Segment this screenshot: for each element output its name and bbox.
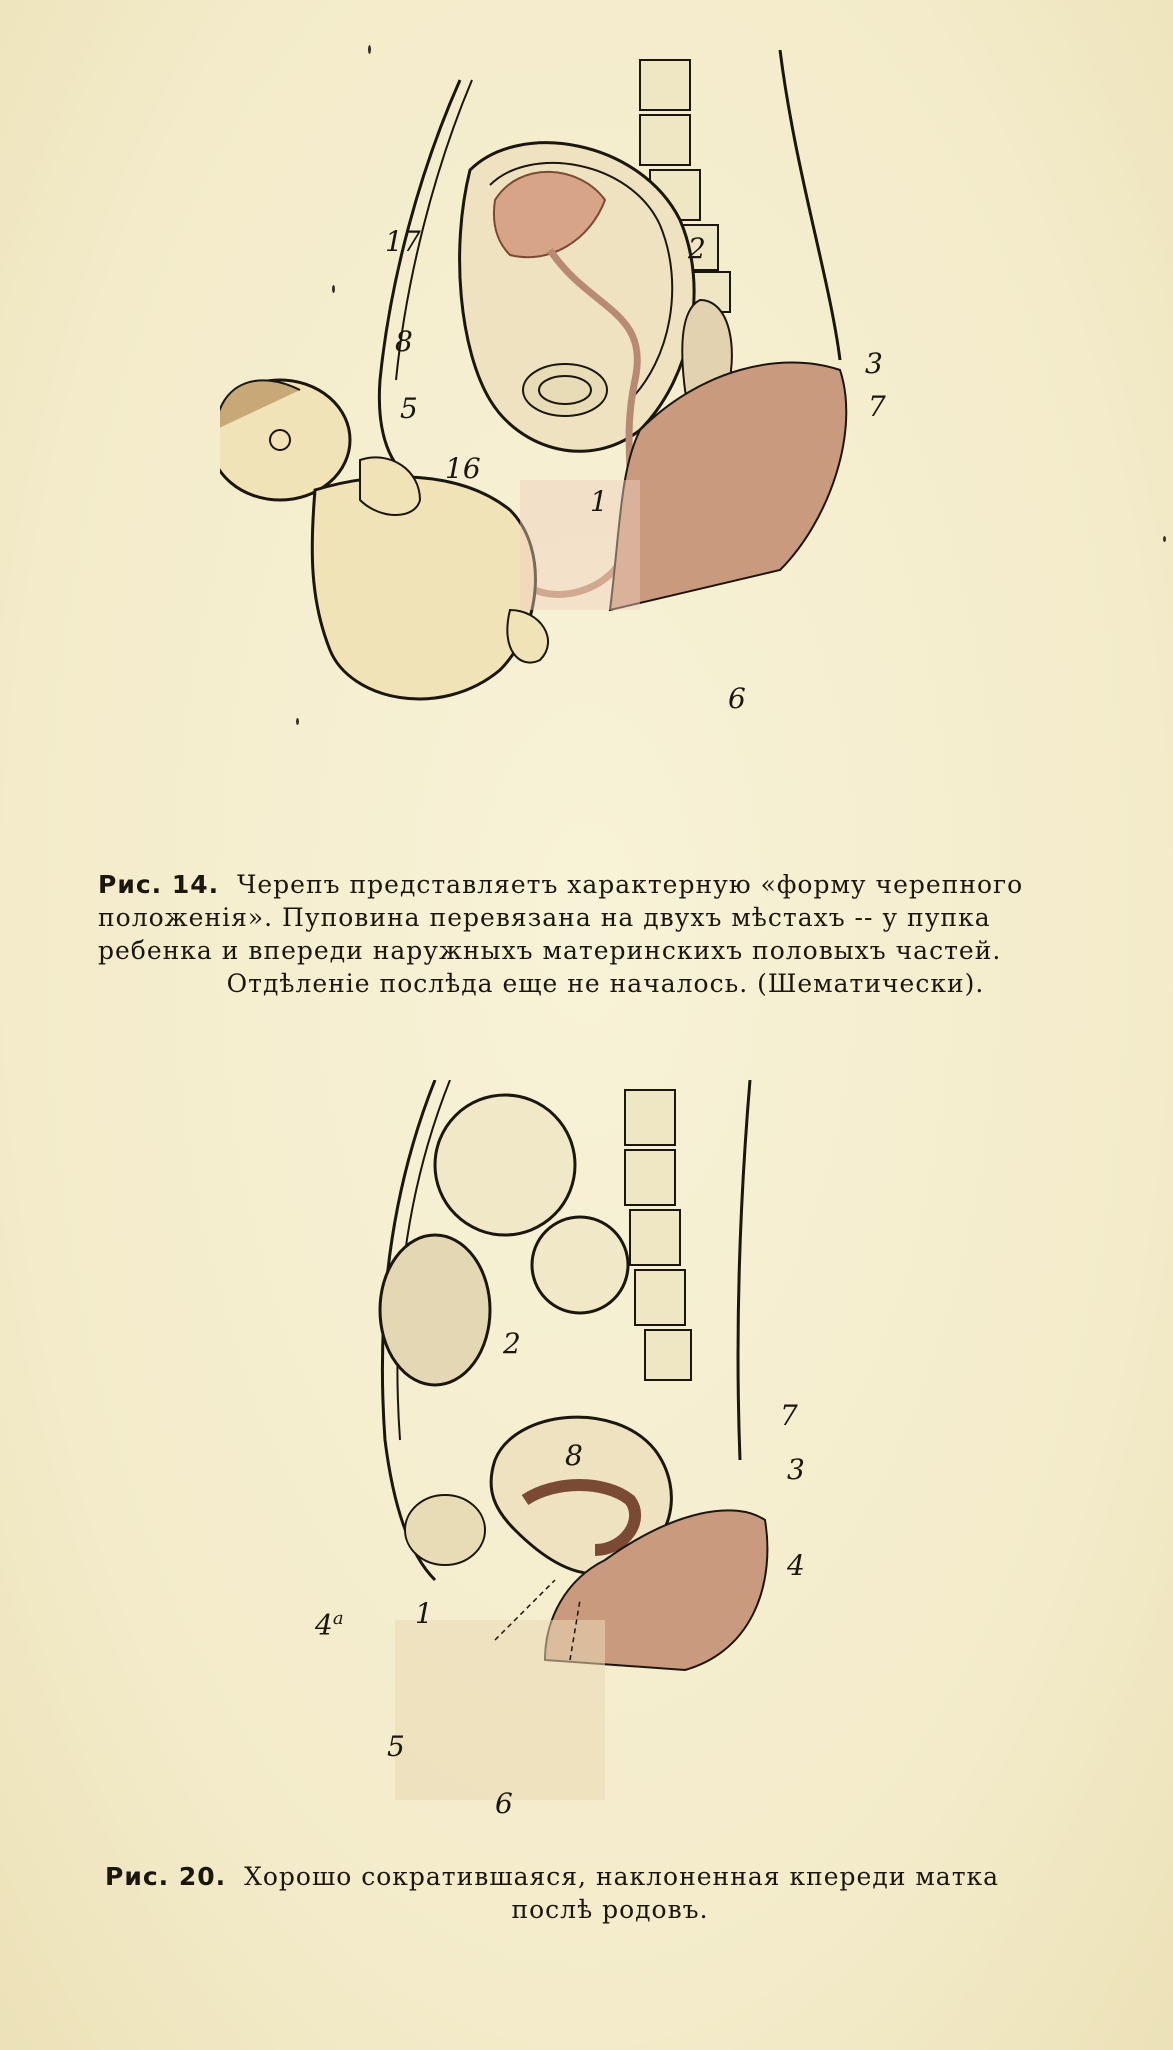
- callout-16: 16: [445, 452, 481, 485]
- callout-2: 2: [503, 1327, 521, 1360]
- callout-8: 8: [395, 325, 413, 358]
- caption-20-text-1: Хорошо сократившаяся, наклоненная кпереди матка: [244, 1862, 1000, 1891]
- spine-vertebrae: [625, 1090, 691, 1380]
- figure-20-caption: [105, 1862, 1115, 1928]
- caption-20-line-1: [105, 1862, 1115, 1895]
- figure-14-illustration: [220, 50, 920, 850]
- callout-17: 17: [385, 225, 421, 258]
- newborn-figure: [220, 380, 548, 699]
- caption-14-line-3: ребенка и впереди наружныхъ материнскихъ половыхъ частей.: [98, 936, 1002, 965]
- caption-14-line-1: [98, 870, 1113, 903]
- caption-14-lead: Рис. 14.: [98, 870, 220, 899]
- caption-20-lead: Рис. 20.: [105, 1862, 227, 1891]
- paper-speck: [368, 45, 371, 54]
- paper-speck: [296, 718, 299, 725]
- callout-5: 5: [400, 392, 418, 425]
- callout-7: 7: [868, 390, 886, 423]
- caption-14-line-2: положенія». Пуповина перевязана на двухъ мѣстахъ -- у пупка: [98, 903, 991, 932]
- figure-14-caption: [98, 870, 1113, 1002]
- callout-6: 6: [728, 682, 746, 715]
- caption-14-line-4: Отдѣленіе послѣда еще не началось. (Шематически).: [226, 969, 985, 998]
- baby-hand: [360, 457, 420, 515]
- figure-20-drawing: [355, 1080, 835, 1830]
- callout-3: 3: [787, 1453, 805, 1486]
- figure-14-drawing: [220, 50, 920, 850]
- callout-1: 1: [590, 485, 608, 518]
- callout-1: 1: [415, 1597, 433, 1630]
- callout-4: 4: [787, 1549, 805, 1582]
- paper-speck: [1163, 536, 1166, 542]
- callout-5: 5: [387, 1730, 405, 1763]
- figure-20-illustration: [315, 1080, 835, 1830]
- baby-foot: [507, 610, 548, 663]
- callout-6: 6: [495, 1787, 513, 1820]
- callout-8: 8: [565, 1439, 583, 1472]
- caption-20-line-2: послѣ родовъ.: [511, 1895, 709, 1924]
- caption-14-text-1: Черепъ представляетъ характерную «форму черепного: [237, 870, 1024, 899]
- paper-speck: [332, 285, 335, 293]
- baby-body: [312, 477, 535, 699]
- callout-3: 3: [865, 347, 883, 380]
- callout-2: 2: [688, 232, 706, 265]
- callout-7: 7: [780, 1399, 798, 1432]
- callout-4a: 4$^a$: [315, 1608, 344, 1642]
